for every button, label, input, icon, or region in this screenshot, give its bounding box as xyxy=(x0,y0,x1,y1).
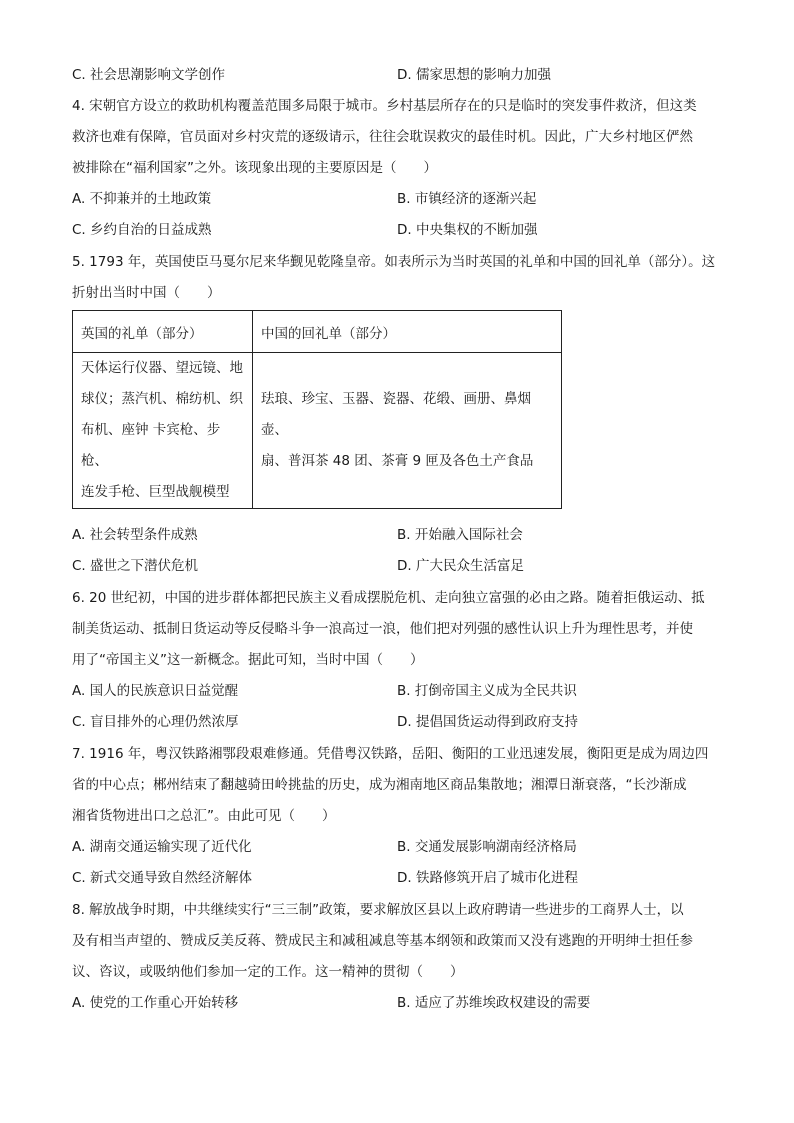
q4-option-b[interactable]: B. 市镇经济的逐渐兴起 xyxy=(397,191,537,207)
q3-option-c[interactable]: C. 社会思潮影响文学创作 xyxy=(72,67,226,83)
q4-option-c[interactable]: C. 乡约自治的日益成熟 xyxy=(72,222,212,238)
q8-option-a[interactable]: A. 使党的工作重心开始转移 xyxy=(72,995,239,1011)
british-gift-line: 布机、座钟 卡宾枪、步枪、 xyxy=(81,422,221,469)
q5-option-a[interactable]: A. 社会转型条件成熟 xyxy=(72,527,198,543)
q7-option-a[interactable]: A. 湖南交通运输实现了近代化 xyxy=(72,839,252,855)
q4-option-a[interactable]: A. 不抑兼并的土地政策 xyxy=(72,191,212,207)
q3-option-d[interactable]: D. 儒家思想的影响力加强 xyxy=(397,67,551,83)
q8-option-b[interactable]: B. 适应了苏维埃政权建设的需要 xyxy=(397,995,591,1011)
british-gift-line: 球仪；蒸汽机、棉纺机、织 xyxy=(81,391,243,407)
chinese-gift-line: 珐琅、珍宝、玉器、瓷器、花缎、画册、鼻烟壶、 xyxy=(261,391,531,438)
table-cell-british-gifts xyxy=(73,353,253,509)
q6-option-b[interactable]: B. 打倒帝国主义成为全民共识 xyxy=(397,683,577,699)
q5-stem-line-2: 折射出当时中国（ ） xyxy=(72,285,221,301)
q8-stem-line-2: 及有相当声望的、赞成反美反蒋、赞成民主和减租减息等基本纲领和政策而又没有逃跑的开明绅士担任参 xyxy=(72,933,693,949)
q7-option-c[interactable]: C. 新式交通导致自然经济解体 xyxy=(72,870,253,886)
q5-option-c[interactable]: C. 盛世之下潜伏危机 xyxy=(72,558,199,574)
q5-option-d[interactable]: D. 广大民众生活富足 xyxy=(397,558,524,574)
q7-option-d[interactable]: D. 铁路修筑开启了城市化进程 xyxy=(397,870,578,886)
q6-option-d[interactable]: D. 提倡国货运动得到政府支持 xyxy=(397,714,578,730)
q5-option-b[interactable]: B. 开始融入国际社会 xyxy=(397,527,523,543)
british-gift-line: 天体运行仪器、望远镜、地 xyxy=(81,360,243,376)
q6-option-c[interactable]: C. 盲目排外的心理仍然浓厚 xyxy=(72,714,239,730)
q7-option-b[interactable]: B. 交通发展影响湖南经济格局 xyxy=(397,839,577,855)
q6-stem-line-3: 用了“帝国主义”这一新概念。据此可知，当时中国（ ） xyxy=(72,652,424,668)
q4-stem-line-3: 被排除在“福利国家”之外。该现象出现的主要原因是（ ） xyxy=(72,160,437,176)
q4-option-d[interactable]: D. 中央集权的不断加强 xyxy=(397,222,538,238)
q7-stem-line-2: 省的中心点；郴州结束了翻越骑田岭挑盐的历史，成为湘南地区商品集散地；湘潭日渐衰落，“长沙渐成 xyxy=(72,777,687,793)
q6-stem-line-2: 制美货运动、抵制日货运动等反侵略斗争一浪高过一浪，他们把对列强的感性认识上升为理性思考，并使 xyxy=(72,621,693,637)
table-header-chinese: 中国的回礼单（部分） xyxy=(253,311,562,353)
table-cell-chinese-gifts xyxy=(253,353,562,509)
q6-option-a[interactable]: A. 国人的民族意识日益觉醒 xyxy=(72,683,239,699)
q6-stem-line-1: 6. 20 世纪初，中国的进步群体都把民族主义看成摆脱危机、走向独立富强的必由之路。随着拒俄运动、抵 xyxy=(72,590,705,606)
british-gift-line: 连发手枪、巨型战舰模型 xyxy=(81,484,230,500)
q4-stem-line-1: 4. 宋朝官方设立的救助机构覆盖范围多局限于城市。乡村基层所存在的只是临时的突发事件救济，但这类 xyxy=(72,98,697,114)
q7-stem-line-1: 7. 1916 年，粤汉铁路湘鄂段艰难修通。凭借粤汉铁路，岳阳、衡阳的工业迅速发展，衡阳更是成为周边四 xyxy=(72,746,709,762)
table-header-british: 英国的礼单（部分） xyxy=(73,311,253,353)
q8-stem-line-3: 议、咨议，或吸纳他们参加一定的工作。这一精神的贯彻（ ） xyxy=(72,964,464,980)
gift-list-table xyxy=(72,310,562,509)
q7-stem-line-3: 湘省货物进出口之总汇”。由此可见（ ） xyxy=(72,808,336,824)
chinese-gift-line: 扇、普洱茶 48 团、茶膏 9 匣及各色土产食品 xyxy=(261,453,534,469)
q4-stem-line-2: 救济也难有保障，官员面对乡村灾荒的逐级请示，往往会耽误救灾的最佳时机。因此，广大乡村地区俨然 xyxy=(72,129,693,145)
q5-stem-line-1: 5. 1793 年，英国使臣马戛尔尼来华觐见乾隆皇帝。如表所示为当时英国的礼单和中国的回礼单（部分）。这 xyxy=(72,254,716,270)
q8-stem-line-1: 8. 解放战争时期，中共继续实行“三三制”政策，要求解放区县以上政府聘请一些进步的工商界人士，以 xyxy=(72,902,684,918)
